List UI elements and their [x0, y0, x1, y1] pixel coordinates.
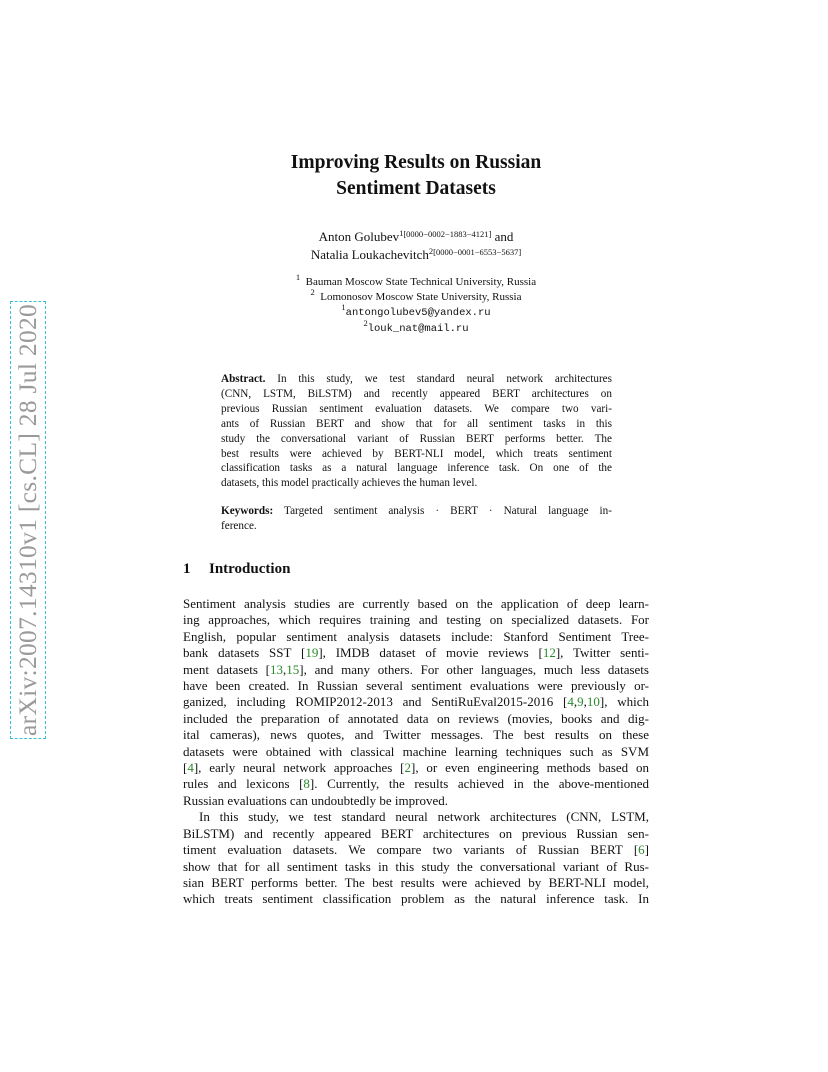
title-line-1: Improving Results on Russian — [290, 152, 542, 173]
body-text-run: bank datasets SST [ — [183, 645, 306, 661]
body-line — [183, 612, 649, 628]
title-line-2: Sentiment Datasets — [336, 178, 496, 199]
abstract-line: previous Russian sentiment evaluation datasets. We compare two vari- — [221, 402, 612, 415]
body-line — [183, 826, 649, 842]
body-line — [183, 859, 649, 875]
body-text-run: ], IMDB dataset of movie reviews [ — [318, 645, 543, 661]
body-line — [183, 875, 649, 891]
affiliation-line — [183, 272, 649, 290]
body-text-run: , — [573, 694, 578, 710]
citation-link[interactable]: 12 — [542, 645, 556, 661]
body-text-run: , — [283, 661, 287, 677]
abstract-line: ants of Russian BERT and show that for all sentiment tasks in this — [221, 417, 612, 430]
body-text-run: In this study, we test standard neural network architectures (CNN, LSTM, — [199, 809, 649, 825]
email-marker: 2 — [363, 318, 368, 328]
body-line — [183, 596, 649, 612]
body-text-run: ], or even engineering methods based on — [411, 760, 650, 776]
email-line — [183, 318, 649, 337]
body-text-run: ], early neural network approaches [ — [193, 760, 405, 776]
keywords — [221, 504, 612, 534]
body-text — [183, 596, 649, 908]
body-text-run: BiLSTM) and recently appeared BERT architectures on previous Russian sen- — [183, 825, 649, 841]
body-text-run: ing approaches, which requires training and testing on specialized datasets. For — [183, 612, 649, 628]
affiliations — [183, 272, 649, 337]
author-name: Natalia Loukachevitch — [310, 247, 429, 262]
body-line — [183, 793, 649, 809]
abstract-line — [221, 372, 612, 387]
body-text-run: Sentiment analysis studies are currently based on the application of deep learn- — [183, 596, 649, 611]
body-line — [183, 760, 649, 776]
author-name: Anton Golubev — [318, 229, 400, 244]
arxiv-identifier-stamp[interactable]: arXiv:2007.14310v1 [cs.CL] 28 Jul 2020 — [13, 303, 42, 736]
orcid-id[interactable]: [0000−0002−1883−4121] — [403, 229, 492, 239]
email-address[interactable]: louk_nat@mail.ru — [367, 323, 469, 335]
body-text-run: ], and many others. For other languages, much less datasets — [299, 661, 649, 677]
citation-link[interactable]: 15 — [286, 661, 300, 677]
body-text-run: ], Twitter senti- — [555, 645, 649, 661]
abstract-line: study the conversational variant of Russian BERT performs better. The — [221, 432, 612, 445]
paragraph-2 — [183, 809, 649, 907]
body-text-run: sian BERT performs better. The best results were achieved by BERT-NLI model, — [183, 874, 649, 890]
body-text-run: included the preparation of annotated data on reviews (movies, books and dig- — [183, 710, 649, 726]
body-text-run: have been created. In Russian several sentiment evaluations were previously or- — [183, 678, 649, 694]
section-number: 1 — [183, 561, 191, 577]
body-text-run: ] — [644, 842, 649, 858]
body-text-run: timent evaluation datasets. We compare two variants of Russian BERT [ — [183, 842, 639, 858]
abstract-text: In this study, we test standard neural network architectures — [277, 373, 612, 385]
body-text-run: ment datasets [ — [183, 661, 271, 677]
body-text-run: ital cameras), news quotes, and Twitter messages. The best results on these — [183, 727, 649, 743]
body-text-run: show that for all sentiment tasks in this study the conversational variant of Rus- — [183, 858, 649, 874]
abstract-label: Abstract. — [221, 373, 266, 385]
body-text-run: [ — [183, 760, 188, 776]
body-line — [183, 662, 649, 678]
abstract — [221, 372, 612, 491]
affiliation-number: 1 — [295, 272, 301, 282]
email-line — [183, 302, 649, 321]
orcid-id[interactable]: [0000−0001−6553−5637] — [433, 247, 522, 257]
body-text-run: , — [583, 694, 587, 710]
body-text-run: English, popular sentiment analysis datasets include: Stanford Sentiment Tree- — [183, 628, 649, 644]
affiliation-text: Bauman Moscow State Technical University, Russia — [305, 276, 537, 288]
body-line — [183, 891, 649, 907]
citation-link[interactable]: 10 — [586, 694, 600, 710]
affiliation-marker: 1 — [399, 228, 404, 238]
paragraph-1 — [183, 596, 649, 809]
citation-link[interactable]: 4 — [187, 760, 194, 776]
author-line-2 — [183, 246, 649, 264]
keywords-line — [221, 504, 612, 519]
keywords-line: ference. — [221, 519, 257, 532]
email-marker: 1 — [341, 302, 346, 312]
affiliation-number: 2 — [310, 287, 315, 297]
citation-link[interactable]: 8 — [303, 776, 310, 792]
section-heading — [183, 561, 290, 578]
citation-link[interactable]: 6 — [638, 842, 645, 858]
abstract-line: datasets, this model practically achieves the human level. — [221, 477, 478, 490]
abstract-line: (CNN, LSTM, BiLSTM) and recently appeared BERT architectures on — [221, 387, 612, 400]
author-conjunction: and — [494, 229, 514, 244]
body-text-run: Russian evaluations can undoubtedly be improved. — [183, 792, 449, 808]
author-line-1 — [183, 228, 649, 246]
body-line — [183, 809, 649, 825]
body-line — [183, 678, 649, 694]
body-line — [183, 727, 649, 743]
body-text-run: ]. Currently, the results achieved in the above-mentioned — [309, 776, 649, 792]
body-line — [183, 694, 649, 710]
affiliation-line — [183, 287, 649, 305]
citation-link[interactable]: 4 — [567, 694, 574, 710]
affiliation-marker: 2 — [428, 246, 434, 256]
abstract-line: best results were achieved by BERT-NLI model, which treats sentiment — [221, 447, 612, 460]
body-text-run: ], which — [599, 694, 649, 710]
body-line — [183, 744, 649, 760]
keywords-text: Targeted sentiment analysis · BERT · Natural language in- — [284, 505, 612, 517]
body-line — [183, 711, 649, 727]
email-address[interactable]: antongolubev5@yandex.ru — [345, 307, 491, 319]
body-text-run: datasets were obtained with classical machine learning techniques such as SVM — [183, 743, 649, 759]
body-line — [183, 776, 649, 792]
citation-link[interactable]: 2 — [404, 760, 411, 776]
citation-link[interactable]: 9 — [577, 694, 584, 710]
citation-link[interactable]: 19 — [305, 645, 319, 661]
abstract-line: classification tasks as a natural language inference task. On one of the — [221, 462, 612, 475]
body-line — [183, 842, 649, 858]
keywords-label: Keywords: — [221, 505, 274, 517]
section-title: Introduction — [209, 561, 291, 577]
paper-title — [183, 150, 649, 202]
body-line — [183, 629, 649, 645]
affiliation-text: Lomonosov Moscow State University, Russia — [320, 291, 522, 303]
author-list — [183, 228, 649, 264]
citation-link[interactable]: 13 — [270, 661, 284, 677]
body-text-run: ganized, including ROMIP2012-2013 and SentiRuEval2015-2016 [ — [183, 694, 568, 710]
body-text-run: rules and lexicons [ — [183, 776, 304, 792]
body-line — [183, 645, 649, 661]
body-text-run: which treats sentiment classification problem as the natural inference task. In — [183, 891, 649, 907]
